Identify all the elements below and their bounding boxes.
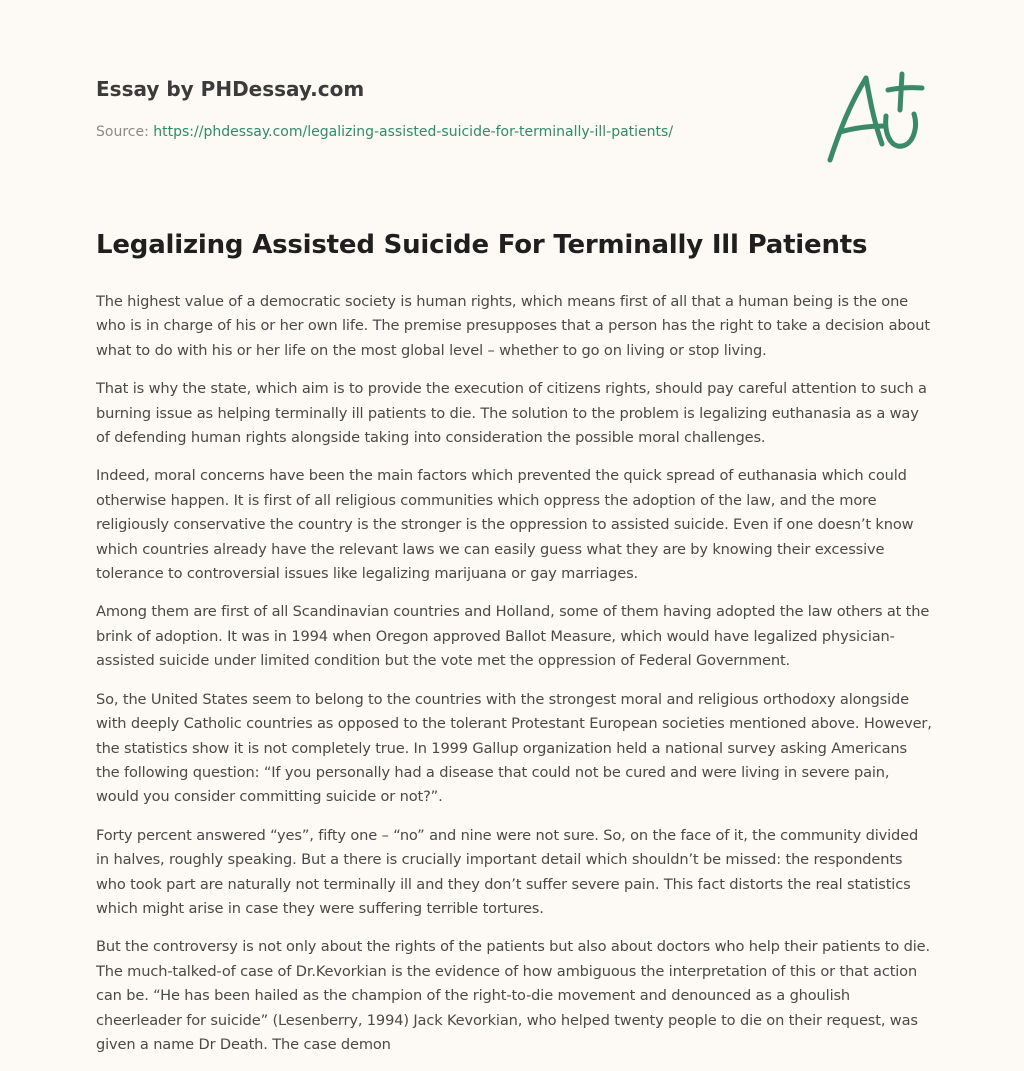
essay-paragraph: That is why the state, which aim is to provide the execution of citizens rights, should pay careful attention to such a burning issue as helping terminally ill patients to die. The solution to the problem is legalizing euthanasia as a way of defending human rights alongside taking into consideration the possible moral challenges. xyxy=(96,380,927,447)
essay-paragraph: Indeed, moral concerns have been the main factors which prevented the quick spread of euthanasia which could otherwise happen. It is first of all religious communities which oppress the adoption of the law, and the more religiously conservative the country is the stronger is the oppression to assisted suicide. Even if one doesn’t know which countries already have the relevant laws we can easily guess what they are by knowing their excessive tolerance to controversial issues like legalizing marijuana or gay marriages. xyxy=(96,467,914,583)
source-label: Source: xyxy=(96,124,149,140)
source-line xyxy=(96,122,796,142)
essay-paragraph: But the controversy is not only about the rights of the patients but also about doctors who help their patients to die. The much-talked-of case of Dr.Kevorkian is the evidence of how ambiguous the interpretation of this or that action can be. “He has been hailed as the champion of the right-to-die movement and denounced as a ghoulish cheerleader for suicide” (Lesenberry, 1994) Jack Kevorkian, who helped twenty people to die on their request, was given a name Dr Death. The case demon xyxy=(96,938,930,1053)
a-plus-logo-icon xyxy=(822,70,926,166)
source-link[interactable]: https://phdessay.com/legalizing-assisted-suicide-for-terminally-ill-patients/ xyxy=(153,124,674,140)
essay-body xyxy=(96,226,932,1071)
essay-title: Legalizing Assisted Suicide For Terminally Ill Patients xyxy=(96,230,868,260)
essay-paragraph: So, the United States seem to belong to the countries with the strongest moral and religious orthodoxy alongside with deeply Catholic countries as opposed to the tolerant Protestant European societies mentioned above. However, the statistics show it is not completely true. In 1999 Gallup organization held a national survey asking Americans the following question: “If you personally had a disease that could not be cured and were living in severe pain, would you consider committing suicide or not?”. xyxy=(96,690,932,806)
page-header xyxy=(96,74,796,142)
essay-paragraph: The highest value of a democratic society is human rights, which means first of all that a human being is the one who is in charge of his or her own life. The premise presupposes that a person has the right to take a decision about what to do with his or her life on the most global level – whether to go on living or stop living. xyxy=(96,293,930,359)
essay-paragraph: Among them are first of all Scandinavian countries and Holland, some of them having adopted the law others at the brink of adoption. It was in 1994 when Oregon approved Ballot Measure, which would have legalized physician-assisted suicide under limited condition but the vote met the oppression of Federal Government. xyxy=(96,603,930,670)
site-title: Essay by PHDessay.com xyxy=(96,77,365,101)
essay-paragraph: Forty percent answered “yes”, fifty one – “no” and nine were not sure. So, on the face of it, the community divided in halves, roughly speaking. But a there is crucially important detail which shouldn’t be missed: the respondents who took part are naturally not terminally ill and they don’t suffer severe pain. This fact distorts the real statistics which might arise in case they were suffering terrible tortures. xyxy=(96,826,919,917)
